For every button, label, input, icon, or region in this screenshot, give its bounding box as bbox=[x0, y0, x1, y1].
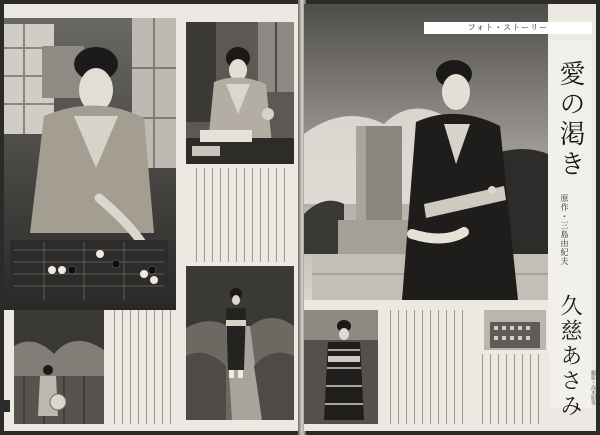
original-author-credit: 原作・三島由紀夫 bbox=[560, 194, 569, 266]
photo-building bbox=[484, 310, 546, 350]
right-text-column bbox=[382, 310, 468, 424]
left-lower-text-column bbox=[106, 310, 182, 424]
photo-garden-path bbox=[186, 266, 294, 420]
series-label: フォト・ストーリー bbox=[424, 22, 592, 34]
photo-striped-kimono bbox=[304, 310, 378, 424]
photo-go-board bbox=[4, 18, 176, 310]
story-title: 愛の渇き bbox=[555, 60, 585, 180]
left-text-column bbox=[186, 168, 294, 262]
right-page bbox=[304, 4, 596, 431]
left-page bbox=[4, 4, 300, 431]
photo-stone-monument bbox=[304, 4, 548, 300]
photo-writing-desk bbox=[186, 22, 294, 164]
photo-credit: 撮影・高木昭男 bbox=[590, 370, 596, 405]
right-lower-text-column bbox=[474, 354, 550, 424]
photo-woman-with-basket bbox=[14, 310, 104, 424]
left-page-number-mark bbox=[4, 400, 10, 412]
actress-name: 久慈あさみ bbox=[557, 294, 582, 419]
